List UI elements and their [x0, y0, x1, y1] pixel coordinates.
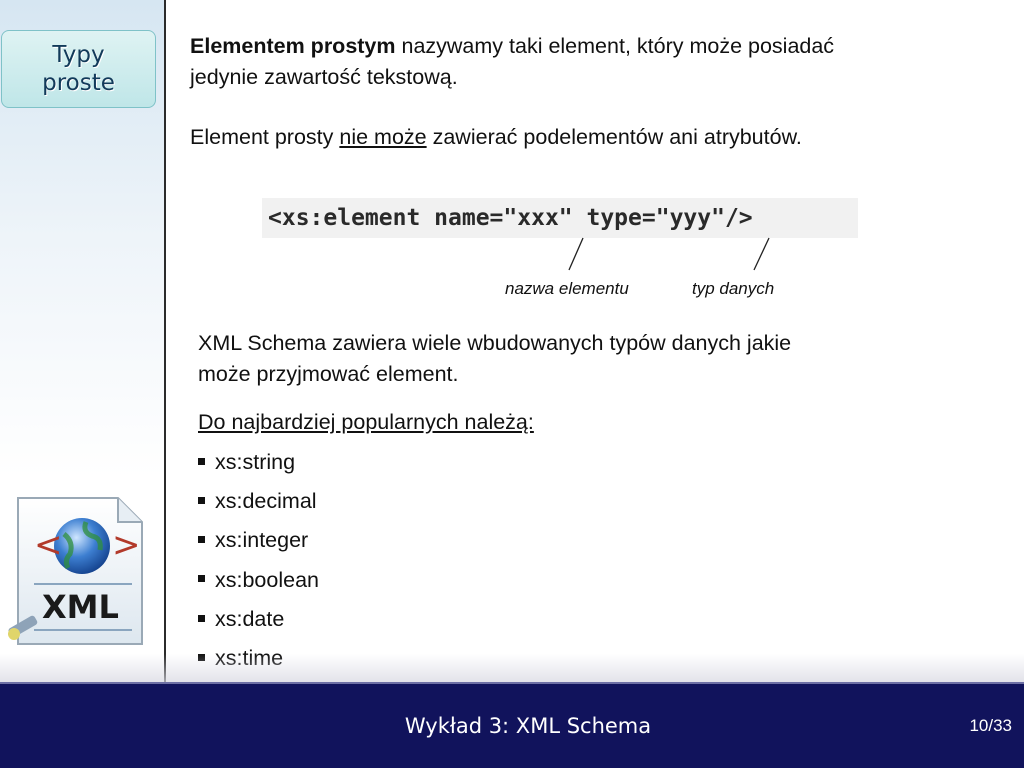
section-title-box — [1, 30, 156, 108]
list-item: xs:integer — [198, 525, 319, 564]
sidebar-divider — [164, 0, 166, 682]
rule-text-pre: Element prosty — [190, 125, 340, 149]
popular-types-heading: Do najbardziej popularnych należą: — [198, 410, 534, 434]
rule-text-post: zawierać podelementów ani atrybutów. — [426, 125, 802, 149]
list-item: xs:string — [198, 447, 319, 486]
annotation-element-name: nazwa elementu — [505, 279, 629, 298]
schema-text-line1: XML Schema zawiera wiele wbudowanych typów danych jakie — [198, 331, 792, 355]
list-item: xs:decimal — [198, 486, 319, 525]
code-example: <xs:element name="xxx" type="yyy"/> — [262, 198, 858, 238]
page-number: 10/33 — [969, 716, 1012, 735]
section-title: Typy proste — [42, 42, 115, 96]
schema-text-line2: może przyjmować element. — [198, 362, 459, 386]
footer-bar — [0, 682, 1024, 768]
types-list — [198, 447, 319, 682]
list-item: xs:date — [198, 604, 319, 643]
intro-bold-term: Elementem prostym — [190, 34, 396, 58]
xml-document-icon — [2, 494, 162, 654]
svg-text:<: < — [34, 525, 63, 565]
svg-text:>: > — [112, 525, 141, 565]
intro-paragraph — [190, 31, 834, 93]
intro-text-line2: jedynie zawartość tekstową. — [190, 65, 458, 89]
annotation-data-type: typ danych — [692, 279, 775, 298]
rule-emphasis: nie może — [339, 125, 427, 149]
list-item: xs:boolean — [198, 565, 319, 604]
rule-paragraph — [190, 122, 802, 153]
lecture-title: Wykład 3: XML Schema — [404, 714, 652, 738]
schema-paragraph — [198, 328, 791, 390]
intro-text: nazywamy taki element, który może posiadać — [395, 34, 835, 58]
svg-text:XML: XML — [42, 588, 119, 626]
